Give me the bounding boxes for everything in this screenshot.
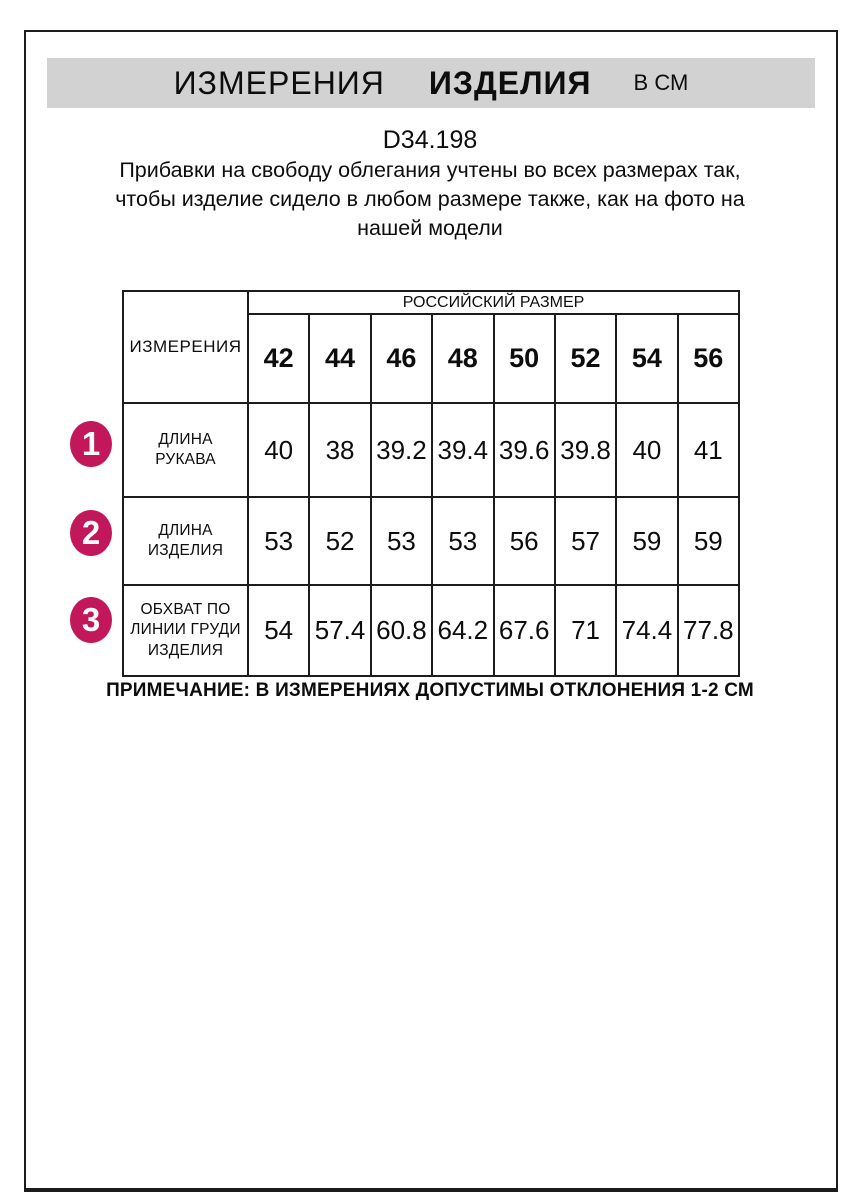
size-header-cell: 42 xyxy=(248,314,309,403)
row-number-badge-1 xyxy=(70,421,112,467)
measurement-value: 54 xyxy=(248,585,309,676)
measurement-label: ДЛИНА ИЗДЕЛИЯ xyxy=(123,497,248,585)
table-header-row xyxy=(123,291,739,314)
title-product: ИЗДЕЛИЯ xyxy=(428,64,592,101)
measurement-value: 40 xyxy=(248,403,309,497)
size-header-cell: 48 xyxy=(432,314,493,403)
size-system-header: РОССИЙСКИЙ РАЗМЕР xyxy=(248,291,739,314)
size-header-cell: 54 xyxy=(616,314,677,403)
measurement-value: 38 xyxy=(309,403,370,497)
size-table-container xyxy=(81,290,740,677)
size-header-cell: 46 xyxy=(371,314,432,403)
measurement-value: 56 xyxy=(494,497,555,585)
size-header-cell: 50 xyxy=(494,314,555,403)
measurement-value: 57.4 xyxy=(309,585,370,676)
title-banner xyxy=(47,58,815,108)
note-text: ПРИМЕЧАНИЕ: В ИЗМЕРЕНИЯХ ДОПУСТИМЫ ОТКЛОНЕНИЯ 1-2 СМ xyxy=(106,680,754,701)
table-row xyxy=(123,403,739,497)
measurement-value: 60.8 xyxy=(371,585,432,676)
size-header-cell: 56 xyxy=(678,314,739,403)
size-table xyxy=(122,290,740,677)
measurement-value: 53 xyxy=(248,497,309,585)
table-row xyxy=(123,497,739,585)
measurement-value: 59 xyxy=(678,497,739,585)
measurement-value: 52 xyxy=(309,497,370,585)
product-code: D34.198 xyxy=(382,126,478,154)
measurement-value: 57 xyxy=(555,497,616,585)
badge-number: 3 xyxy=(81,601,101,638)
title-measurements: ИЗМЕРЕНИЯ xyxy=(173,64,385,101)
title-unit: В СМ xyxy=(633,70,689,95)
row-number-badge-3 xyxy=(70,597,112,643)
size-header-cell: 44 xyxy=(309,314,370,403)
measurement-value: 39.8 xyxy=(555,403,616,497)
measurement-value: 39.2 xyxy=(371,403,432,497)
measurement-value: 41 xyxy=(678,403,739,497)
measurement-value: 77.8 xyxy=(678,585,739,676)
size-header-cell: 52 xyxy=(555,314,616,403)
measurement-value: 40 xyxy=(616,403,677,497)
badge-number: 1 xyxy=(81,425,101,462)
table-row xyxy=(123,585,739,676)
measurements-column-header: ИЗМЕРЕНИЯ xyxy=(123,291,248,403)
measurement-value: 74.4 xyxy=(616,585,677,676)
measurement-value: 39.6 xyxy=(494,403,555,497)
measurement-value: 67.6 xyxy=(494,585,555,676)
measurement-label: ОБХВАТ ПО ЛИНИИ ГРУДИ ИЗДЕЛИЯ xyxy=(123,585,248,676)
measurement-value: 53 xyxy=(371,497,432,585)
description-text: Прибавки на свободу облегания учтены во всех размерах так, чтобы изделие сидело в любом размере также, как на фото на нашей модели xyxy=(115,158,745,240)
measurement-value: 64.2 xyxy=(432,585,493,676)
measurement-value: 53 xyxy=(432,497,493,585)
measurement-value: 59 xyxy=(616,497,677,585)
measurement-value: 39.4 xyxy=(432,403,493,497)
measurement-label: ДЛИНА РУКАВА xyxy=(123,403,248,497)
row-number-badge-2 xyxy=(70,510,112,556)
badge-number: 2 xyxy=(81,514,101,551)
measurement-value: 71 xyxy=(555,585,616,676)
